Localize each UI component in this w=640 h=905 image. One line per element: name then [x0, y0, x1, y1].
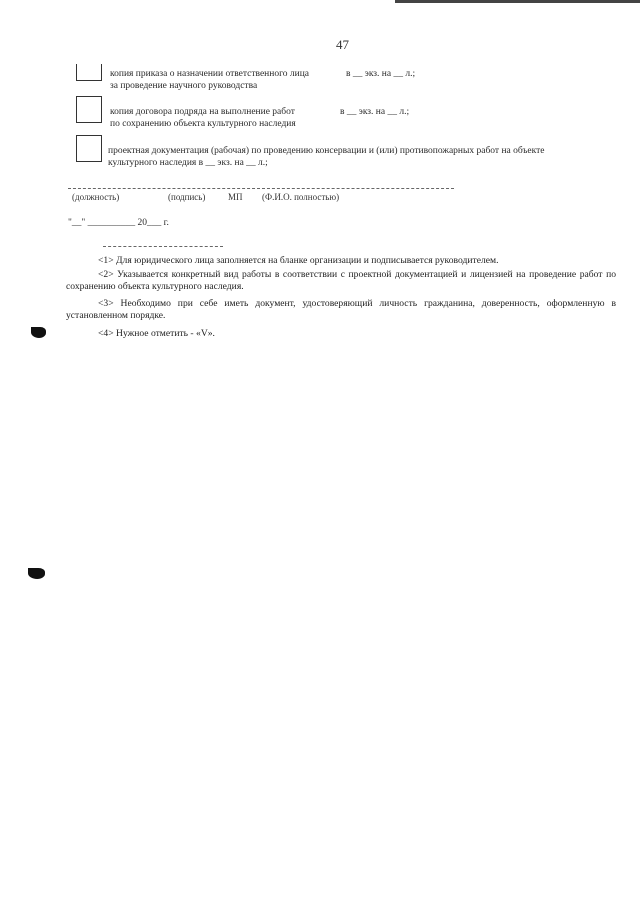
full-name-label: (Ф.И.О. полностью) [262, 192, 340, 202]
hole-punch-mark-top [31, 327, 46, 338]
footnote-3: <3> Необходимо при себе иметь документ, удостоверяющий личность гражданина, доверенность, оформленную в установленном порядке. [66, 298, 616, 321]
footnote-separator [103, 246, 223, 247]
item-order-copy-line2: за проведение научного руководства [110, 81, 258, 91]
scan-top-edge [395, 0, 640, 3]
item-order-copy-line1: копия приказа о назначении ответственного лица [110, 69, 309, 79]
item-project-docs-line1: проектная документация (рабочая) по проведению консервации и (или) противопожарных работ на объекте [108, 146, 545, 156]
footnote-4: <4> Нужное отметить - «V». [98, 328, 215, 339]
item-contract-copy-ratio: в __ экз. на __ л.; [340, 107, 410, 117]
checkbox-order-copy[interactable] [76, 64, 102, 81]
hole-punch-mark-bottom [28, 568, 45, 579]
signature-label: (подпись) [168, 192, 206, 202]
position-label: (должность) [72, 192, 120, 202]
footnote-1: <1> Для юридического лица заполняется на бланке организации и подписывается руководителем. [98, 255, 499, 266]
item-project-docs-line2: культурного наследия в __ экз. на __ л.; [108, 158, 268, 168]
item-order-copy-ratio: в __ экз. на __ л.; [346, 69, 416, 79]
signature-line [68, 188, 454, 189]
checkbox-project-docs[interactable] [76, 135, 102, 162]
stamp-label: МП [228, 192, 243, 202]
date-line: "__" __________ 20___ г. [68, 218, 169, 228]
page-number: 47 [336, 37, 349, 52]
checkbox-contract-copy[interactable] [76, 96, 102, 123]
item-contract-copy-line1: копия договора подряда на выполнение работ [110, 107, 295, 117]
footnote-2: <2> Указывается конкретный вид работы в соответствии с проектной документацией и лицензией на проведение работ по сохранению объекта культурного наследия. [66, 269, 616, 292]
item-contract-copy-line2: по сохранению объекта культурного наследия [110, 119, 296, 129]
